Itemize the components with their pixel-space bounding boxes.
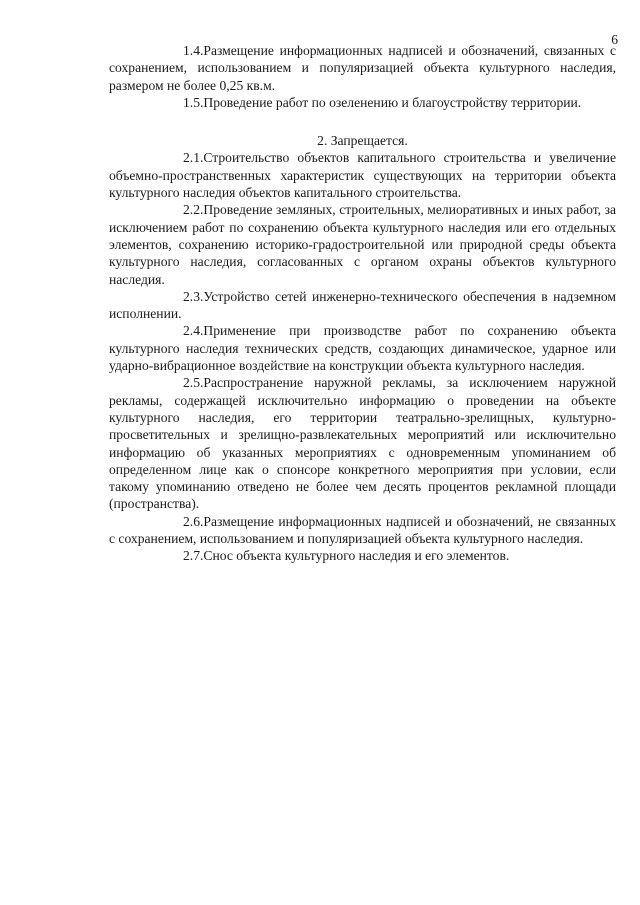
document-body xyxy=(109,42,616,565)
clause-2-3 xyxy=(109,288,616,323)
clause-2-4 xyxy=(109,322,616,374)
section-heading: 2. Запрещается. xyxy=(317,133,408,149)
clause-number: 2.3. xyxy=(183,288,204,304)
clause-text: Размещение информационных надписей и обозначений, не связанных с сохранением, использованием и популяризацией объекта культурного наследия. xyxy=(109,513,616,547)
clause-number: 1.4. xyxy=(183,43,204,58)
clause-1-5 xyxy=(109,94,616,111)
clause-number: 2.2. xyxy=(183,202,204,218)
clause-text: Снос объекта культурного наследия и его элементов. xyxy=(203,548,510,564)
clause-text: Устройство сетей инженерно-технического обеспечения в надземном исполнении. xyxy=(109,288,616,322)
clause-number: 2.1. xyxy=(183,150,204,166)
clause-text: Проведение земляных, строительных, мелиоративных и иных работ, за исключением работ по сохранению объекта культурного наследия или его отдельных элементов, сохранению историко-градостроительной или природной среды объекта культурного наследия, согласованных с органом охраны объектов культурного наследия. xyxy=(109,202,616,287)
clause-2-2 xyxy=(109,201,616,287)
clause-text: Размещение информационных надписей и обозначений, связанных с сохранением, использованием и популяризацией объекта культурного наследия, размером не более 0,25 кв.м. xyxy=(109,43,616,93)
clause-number: 2.7. xyxy=(183,548,204,564)
clause-2-5 xyxy=(109,374,616,512)
clause-number: 2.6. xyxy=(183,513,204,529)
clause-number: 2.5. xyxy=(183,375,204,391)
clause-text: Проведение работ по озеленению и благоустройству территории. xyxy=(203,94,582,110)
clause-number: 1.5. xyxy=(183,94,204,110)
clause-text: Применение при производстве работ по сохранению объекта культурного наследия технических средств, создающих динамическое, ударное или ударно-вибрационное воздействие на конструкции объекта культурного наследия. xyxy=(109,323,616,374)
clause-2-1 xyxy=(109,149,616,201)
clause-number: 2.4. xyxy=(183,323,204,339)
clause-1-4 xyxy=(109,42,616,94)
clause-2-6 xyxy=(109,513,616,548)
page-number: 6 xyxy=(611,32,618,47)
clause-text: Строительство объектов капитального строительства и увеличение объемно-пространственных характеристик существующих на территории объекта культурного наследия объектов капитального строительства. xyxy=(109,150,616,201)
clause-2-7 xyxy=(109,547,616,564)
clause-text: Распространение наружной рекламы, за исключением наружной рекламы, содержащей исключительно информацию о проведении на объекте культурного наследия, его территории театрально-зрелищных, культурно-просветительных и зрелищно-развлекательных мероприятий или исключительно информацию об указанных мероприятиях с одновременным упоминанием об определенном лице как о спонсоре конкретного мероприятия при условии, если такому упоминанию отведено не более чем десять процентов рекламной площади (пространства). xyxy=(109,375,616,512)
